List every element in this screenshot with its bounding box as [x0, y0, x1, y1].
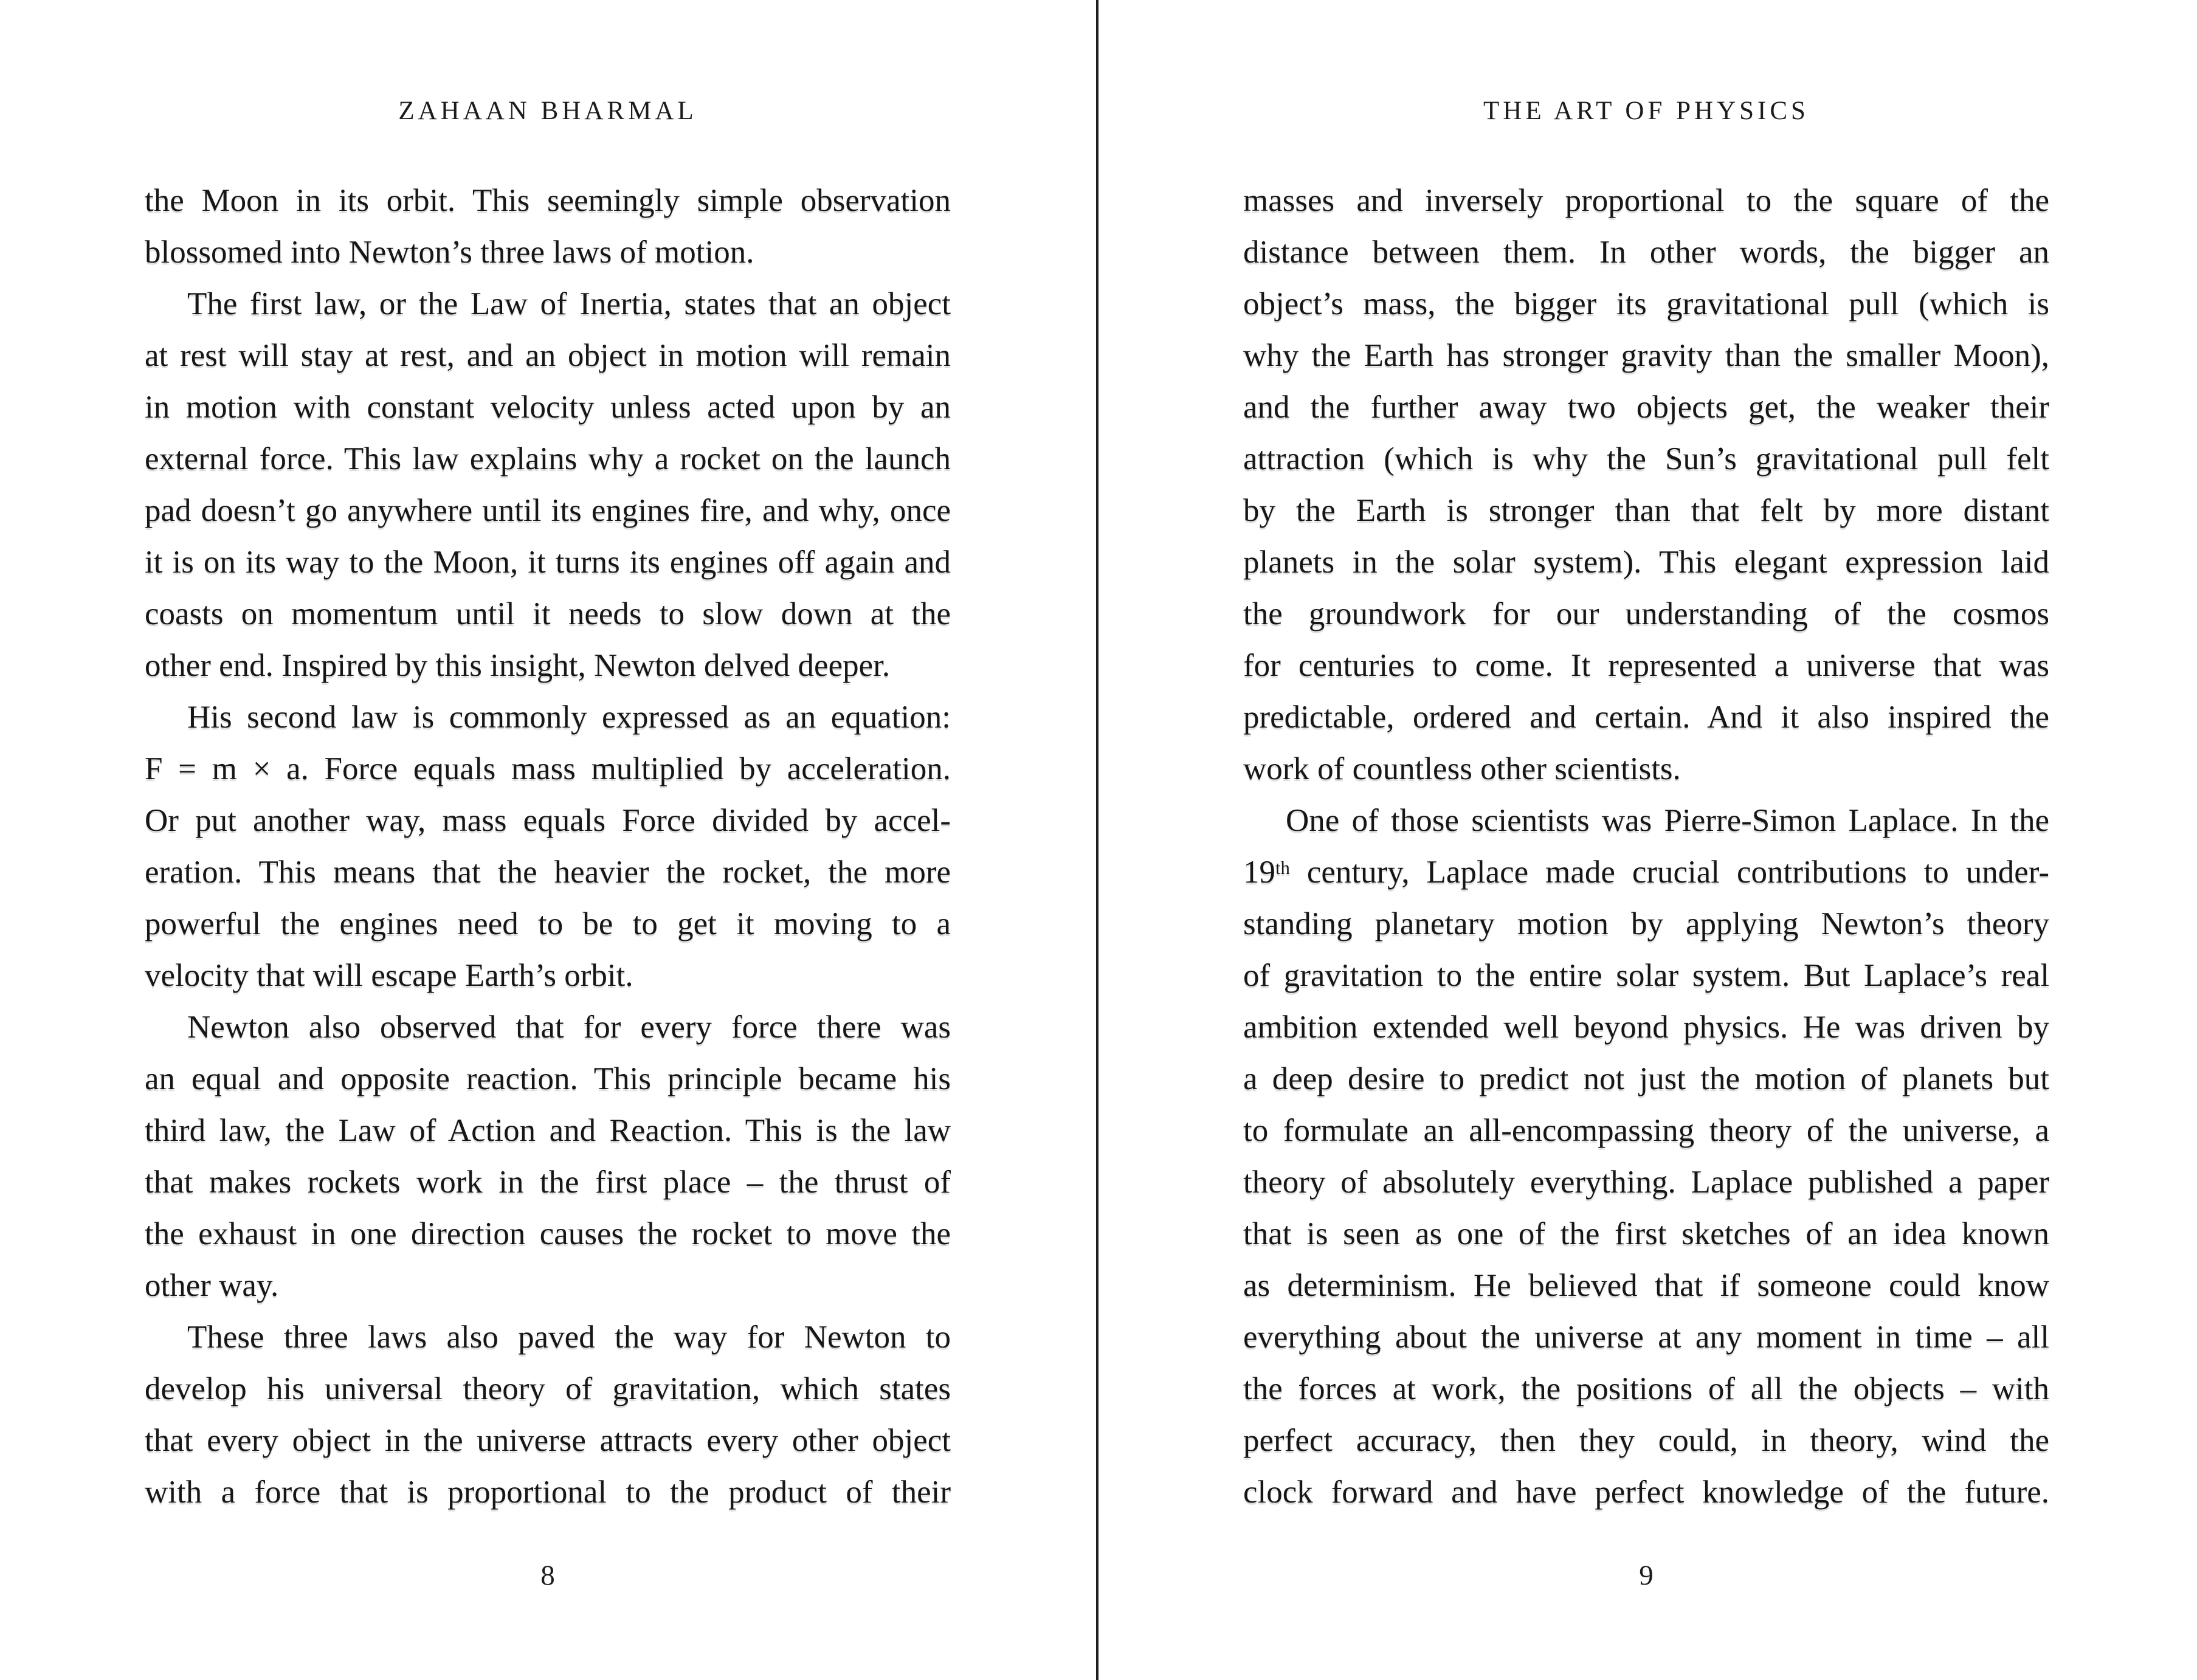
text-line: pad doesn’t go anywhere until its engines fire, and why, once	[145, 493, 951, 528]
left-page-body	[145, 175, 951, 1518]
text-line: One of those scientists was Pierre-Simon Laplace. In the	[1286, 803, 2049, 838]
left-running-head: ZAHAAN BHARMAL	[398, 97, 697, 125]
text-line: 19th century, Laplace made crucial contributions to under-	[1243, 855, 2049, 890]
right-running-head: THE ART OF PHYSICS	[1483, 97, 1809, 125]
text-line: attraction (which is why the Sun’s gravitational pull felt	[1243, 441, 2049, 477]
text-line: masses and inversely proportional to the square of the	[1243, 183, 2049, 218]
text-line: why the Earth has stronger gravity than the smaller Moon),	[1243, 338, 2049, 373]
text-line: His second law is commonly expressed as an equation:	[187, 700, 951, 735]
text-line: the Moon in its orbit. This seemingly simple observation	[145, 183, 951, 218]
text-line: develop his universal theory of gravitation, which states	[145, 1371, 951, 1406]
text-line: F = m × a. Force equals mass multiplied by acceleration.	[145, 751, 951, 787]
ordinal-superscript: th	[1275, 858, 1290, 879]
text-line: coasts on momentum until it needs to slow down at the	[145, 596, 951, 632]
text-line: blossomed into Newton’s three laws of motion.	[145, 235, 754, 270]
text-line: in motion with constant velocity unless acted upon by an	[145, 390, 951, 425]
text-line: Newton also observed that for every force there was	[187, 1010, 951, 1045]
text-line: the exhaust in one direction causes the rocket to move the	[145, 1216, 951, 1251]
text-line: third law, the Law of Action and Reaction. This is the law	[145, 1113, 951, 1148]
text-line: distance between them. In other words, the bigger an	[1243, 235, 2049, 270]
text-line: by the Earth is stronger than that felt by more distant	[1243, 493, 2049, 528]
text-line: clock forward and have perfect knowledge of the future.	[1243, 1475, 2049, 1510]
text-line: that is seen as one of the first sketches of an idea known	[1243, 1216, 2049, 1251]
text-line: predictable, ordered and certain. And it also inspired the	[1243, 700, 2049, 735]
text-line: and the further away two objects get, the weaker their	[1243, 390, 2049, 425]
text-line: The first law, or the Law of Inertia, states that an object	[187, 286, 951, 322]
text-line: powerful the engines need to be to get it moving to a	[145, 906, 951, 942]
text-line: work of countless other scientists.	[1243, 751, 1681, 787]
text-line: for centuries to come. It represented a universe that was	[1243, 648, 2049, 683]
text-line: at rest will stay at rest, and an object in motion will remain	[145, 338, 951, 373]
text-line: to formulate an all-encompassing theory of the universe, a	[1243, 1113, 2049, 1148]
text-line: the forces at work, the positions of all the objects – with	[1243, 1371, 2049, 1406]
text-line: a deep desire to predict not just the motion of planets but	[1243, 1061, 2049, 1096]
text-line: theory of absolutely everything. Laplace published a paper	[1243, 1165, 2049, 1200]
text-line: other end. Inspired by this insight, Newton delved deeper.	[145, 648, 891, 683]
text-line: other way.	[145, 1268, 279, 1303]
text-line: of gravitation to the entire solar system. But Laplace’s real	[1243, 958, 2049, 993]
text-line: it is on its way to the Moon, it turns its engines off again and	[145, 545, 951, 580]
right-page-number: 9	[1639, 1560, 1654, 1591]
text-line: ambition extended well beyond physics. He was driven by	[1243, 1010, 2049, 1045]
text-line: velocity that will escape Earth’s orbit.	[145, 958, 633, 993]
text-line: that makes rockets work in the first place – the thrust of	[145, 1165, 951, 1200]
text-line: perfect accuracy, then they could, in theory, wind the	[1243, 1423, 2049, 1458]
text-line: an equal and opposite reaction. This principle became his	[145, 1061, 951, 1096]
text-line: object’s mass, the bigger its gravitational pull (which is	[1243, 286, 2049, 322]
text-line: These three laws also paved the way for Newton to	[187, 1320, 951, 1355]
text-line: with a force that is proportional to the product of their	[145, 1475, 951, 1510]
left-page-number: 8	[540, 1560, 555, 1591]
text-line: that every object in the universe attracts every other object	[145, 1423, 951, 1458]
text-line: everything about the universe at any moment in time – all	[1243, 1320, 2049, 1355]
text-line: external force. This law explains why a rocket on the launch	[145, 441, 951, 477]
text-line: standing planetary motion by applying Newton’s theory	[1243, 906, 2049, 942]
text-line: as determinism. He believed that if someone could know	[1243, 1268, 2049, 1303]
right-page	[1098, 0, 2197, 1680]
text-line: Or put another way, mass equals Force divided by accel-	[145, 803, 951, 838]
right-page-body	[1243, 175, 2049, 1518]
left-page	[0, 0, 1098, 1680]
text-line: planets in the solar system). This elegant expression laid	[1243, 545, 2049, 580]
text-line: eration. This means that the heavier the rocket, the more	[145, 855, 951, 890]
text-line: the groundwork for our understanding of the cosmos	[1243, 596, 2049, 632]
